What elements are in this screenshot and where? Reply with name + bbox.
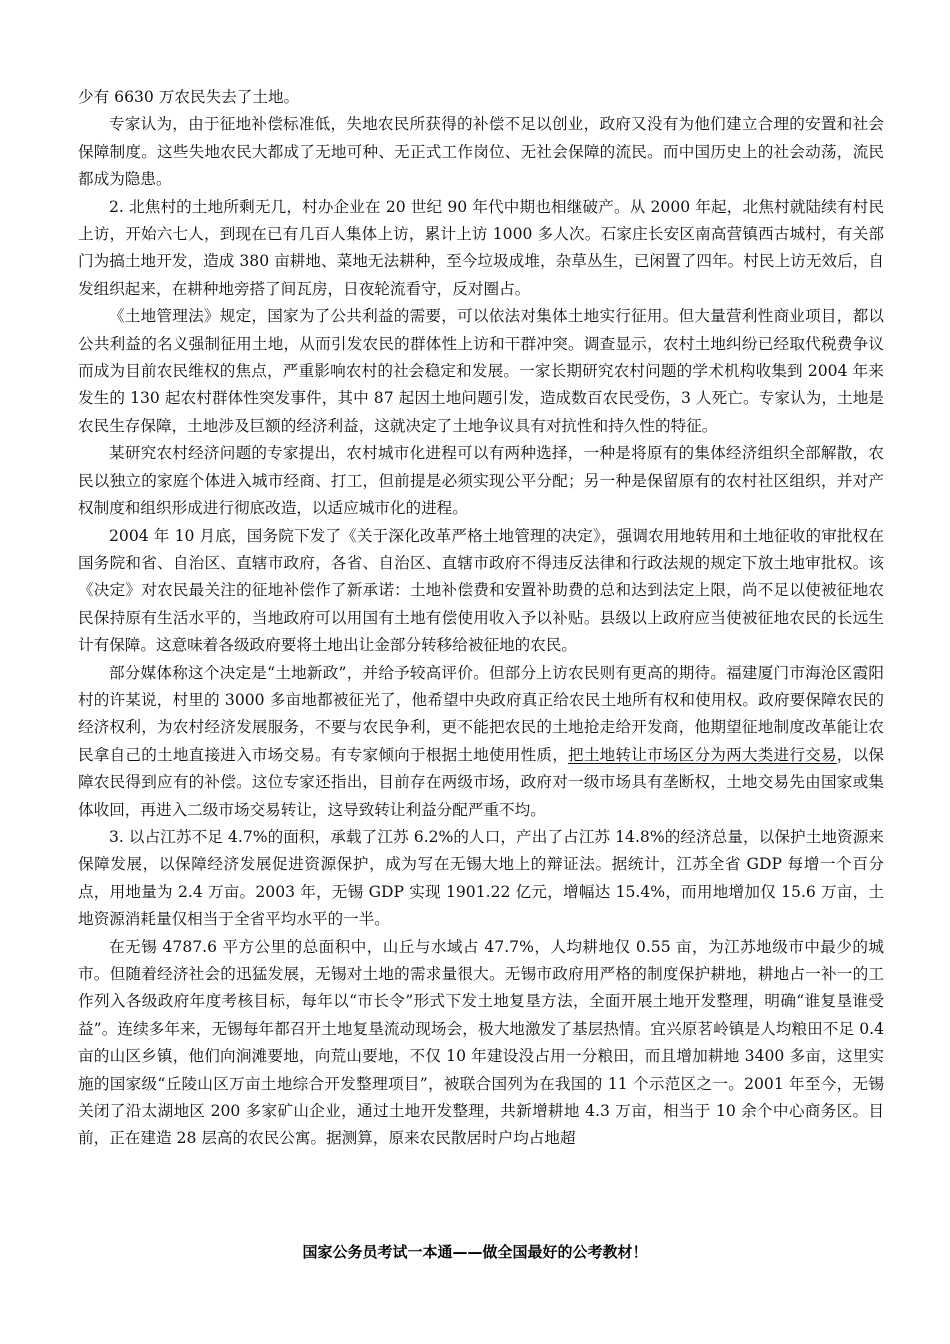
paragraph-text: 专家认为，由于征地补偿标准低，失地农民所获得的补偿不足以创业，政府又没有为他们建立合理的安置和社会保障制度。这些失地农民大都成了无地可种、无正式工作岗位、无社会保障的流民。而中国历史上的社会动荡，流民都成为隐患。 — [78, 115, 884, 189]
paragraph-text: 在无锡 4787.6 平方公里的总面积中，山丘与水域占 47.7%，人均耕地仅 0.55 亩，为江苏地级市中最少的城市。但随着经济社会的迅猛发展，无锡对土地的需求量很大。无锡市政府用严格的制度保护耕地，耕地占一补一的工作列入各级政府年度考核目标，每年以“市长令”形式下发土地复垦方法，全面开展土地开发整理，明确“谁复垦谁受益”。连续多年来，无锡每年都召开土地复垦流动现场会，极大地激发了基层热情。宜兴原茗岭镇是人均粮田不足 0.4 亩的山区乡镇，他们向涧滩要地，向荒山要地，不仅 10 年建设没占用一分粮田，而且增加耕地 3400 多亩，这里实施的国家级“丘陵山区万亩土地综合开发整理项目”，被联合国列为在我国的 11 个示范区之一。2001 年至今，无锡关闭了沿太湖地区 200 多家矿山企业，通过土地开发整理，共新增耕地 4.3 万亩，相当于 10 余个中心商务区。目前，正在建造 28 层高的农民公寓。据测算，原来农民散居时户均占地超 — [78, 937, 884, 1148]
document-body — [78, 84, 884, 1153]
paragraph-text: ，以保障农民得到应有的补偿。这位专家还指出，目前存在两级市场，政府对一级市场具有垄断权，土地交易先由国家或集体收回，再进入二级市场交易转让，这导致转让利益分配严重不均。 — [78, 745, 884, 819]
paragraph-1 — [78, 84, 884, 111]
paragraph-text: 2004 年 10 月底，国务院下发了《关于深化改革严格土地管理的决定》，强调农用地转用和土地征收的审批权在国务院和省、自治区、直辖市政府，各省、自治区、直辖市政府不得违反法律和行政法规的规定下放土地审批权。该《决定》对农民最关注的征地补偿作了新承诺：土地补偿费和安置补助费的总和达到法定上限，尚不足以使被征地农民保持原有生活水平的，当地政府可以用国有土地有偿使用收入予以补贴。县级以上政府应当使被征地农民的长远生计有保障。这意味着各级政府要将土地出让金部分转移给被征地的农民。 — [78, 526, 884, 655]
paragraph-text: 部分媒体称这个决定是“土地新政”，并给予较高评价。但部分上访农民则有更高的期待。福建厦门市海沧区霞阳村的许某说，村里的 3000 多亩地都被征光了，他希望中央政府真正给农民土地所有权和使用权。政府要保障农民的经济权利，为农村经济发展服务，不要与农民争利，更不能把农民的土地抢走给开发商，他期望征地制度改革能让农民拿自己的土地直接进入市场交易。有专家倾向于根据土地使用性质， — [78, 663, 884, 764]
paragraph-5 — [78, 440, 884, 522]
paragraph-text: 某研究农村经济问题的专家提出，农村城市化进程可以有两种选择，一种是将原有的集体经济组织全部解散，农民以独立的家庭个体进入城市经商、打工，但前提是必须实现公平分配；另一种是保留原有的农村社区组织，并对产权制度和组织形成进行彻底改造，以适应城市化的进程。 — [78, 444, 884, 518]
underlined-phrase: 把土地转让市场区分为两大类进行交易 — [568, 745, 837, 764]
paragraph-9 — [78, 934, 884, 1153]
paragraph-2 — [78, 111, 884, 193]
paragraph-text: 3. 以占江苏不足 4.7%的面积，承载了江苏 6.2%的人口，产出了占江苏 14.8%的经济总量，以保护土地资源来保障发展，以保障经济发展促进资源保护，成为写在无锡大地上的辩证法。据统计，江苏全省 GDP 每增一个百分点，用地量为 2.4 万亩。2003 年，无锡 GDP 实现 1901.22 亿元，增幅达 15.4%，而用地增加仅 15.6 万亩，土地资源消耗量仅相当于全省平均水平的一半。 — [78, 827, 884, 929]
paragraph-text: 少有 6630 万农民失去了土地。 — [78, 88, 300, 106]
paragraph-8 — [78, 824, 884, 934]
paragraph-3 — [78, 194, 884, 304]
paragraph-text: 2. 北焦村的土地所剩无几，村办企业在 20 世纪 90 年代中期也相继破产。从 2000 年起，北焦村就陆续有村民上访，开始六七人，到现在已有几百人集体上访，累计上访 1000 多人次。石家庄长安区南高营镇西古城村，有关部门为搞土地开发，造成 380 亩耕地、菜地无法耕种，至今垃圾成堆，杂草丛生，已闲置了四年。村民上访无效后，自发组织起来，在耕种地旁搭了间瓦房，日夜轮流看守，反对圈占。 — [78, 197, 884, 298]
paragraph-text: 《土地管理法》规定，国家为了公共利益的需要，可以依法对集体土地实行征用。但大量营利性商业项目，都以公共利益的名义强制征用土地，从而引发农民的群体性上访和干群冲突。调查显示，农村土地纠纷已经取代税费争议而成为目前农民维权的焦点，严重影响农村的社会稳定和发展。一家长期研究农村问题的学术机构收集到 2004 年来发生的 130 起农村群体性突发事件，其中 87 起因土地问题引发，造成数百农民受伤，3 人死亡。专家认为，土地是农民生存保障，土地涉及巨额的经济利益，这就决定了土地争议具有对抗性和持久性的特征。 — [78, 307, 884, 435]
paragraph-7 — [78, 660, 884, 824]
page-footer: 国家公务员考试一本通——做全国最好的公考教材！ — [302, 1243, 648, 1261]
paragraph-4 — [78, 303, 884, 440]
paragraph-6 — [78, 523, 884, 660]
